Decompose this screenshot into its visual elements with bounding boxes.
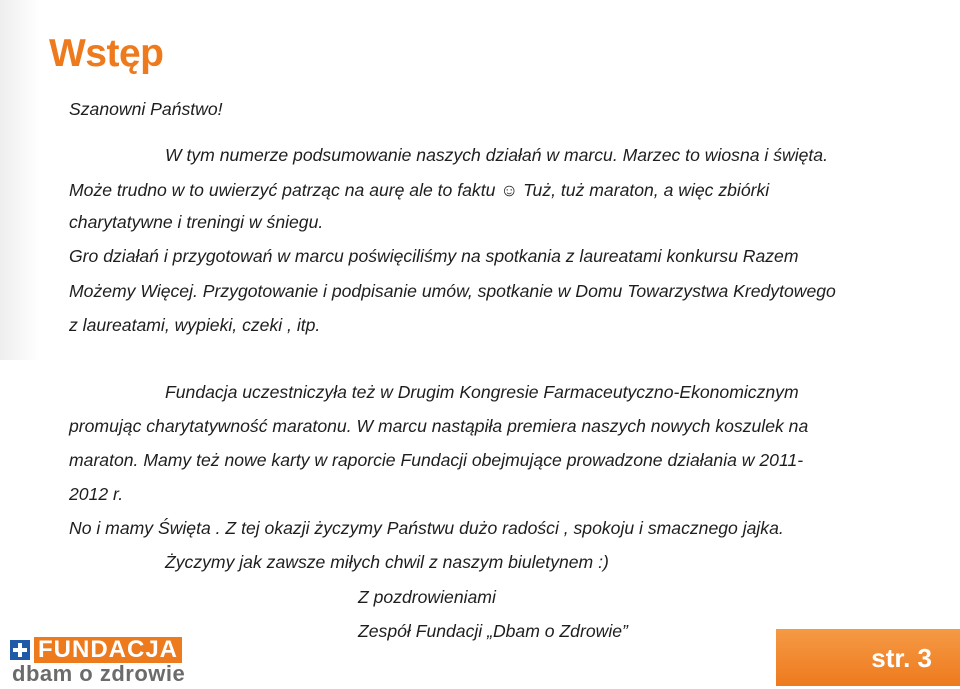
paragraph-line: Może trudno w to uwierzyć patrząc na aurę ale to faktu ☺ Tuż, tuż maraton, a więc zbiórki <box>69 180 770 200</box>
cross-icon <box>10 640 30 660</box>
logo-bottom-text: dbam o zdrowie <box>12 661 186 686</box>
page-number-tab <box>776 629 960 686</box>
paragraph-line: W tym numerze podsumowanie naszych działań w marcu. Marzec to wiosna i święta. <box>165 145 828 165</box>
paragraph-line: maraton. Mamy też nowe karty w raporcie Fundacji obejmujące prowadzone działania w 2011- <box>69 450 804 470</box>
paragraph-line: promując charytatywność maratonu. W marcu nastąpiła premiera naszych nowych koszulek na <box>69 416 809 436</box>
paragraph-line: Możemy Więcej. Przygotowanie i podpisanie umów, spotkanie w Domu Towarzystwa Kredytowego <box>69 281 836 301</box>
page-title: Wstęp <box>49 32 164 75</box>
foundation-logo <box>10 637 220 685</box>
paragraph-line: No i mamy Święta . Z tej okazji życzymy Państwu dużo radości , spokoju i smacznego jajka. <box>69 518 784 538</box>
paragraph-line: charytatywne i treningi w śniegu. <box>69 212 324 232</box>
closing-regards: Z pozdrowieniami <box>358 587 496 607</box>
left-edge-shade <box>0 0 40 360</box>
page-number: str. 3 <box>871 643 932 673</box>
paragraph-line: 2012 r. <box>69 484 124 504</box>
paragraph-line: Fundacja uczestniczyła też w Drugim Kongresie Farmaceutyczno-Ekonomicznym <box>165 382 799 402</box>
paragraph-line: Gro działań i przygotowań w marcu poświęciliśmy na spotkania z laureatami konkursu Razem <box>69 246 799 266</box>
signature: Zespół Fundacji „Dbam o Zdrowie” <box>358 621 628 641</box>
logo-top-text: FUNDACJA <box>34 637 182 663</box>
closing-wish: Życzymy jak zawsze miłych chwil z naszym biuletynem :) <box>165 552 609 572</box>
greeting: Szanowni Państwo! <box>69 99 223 119</box>
paragraph-line: z laureatami, wypieki, czeki , itp. <box>69 315 321 335</box>
